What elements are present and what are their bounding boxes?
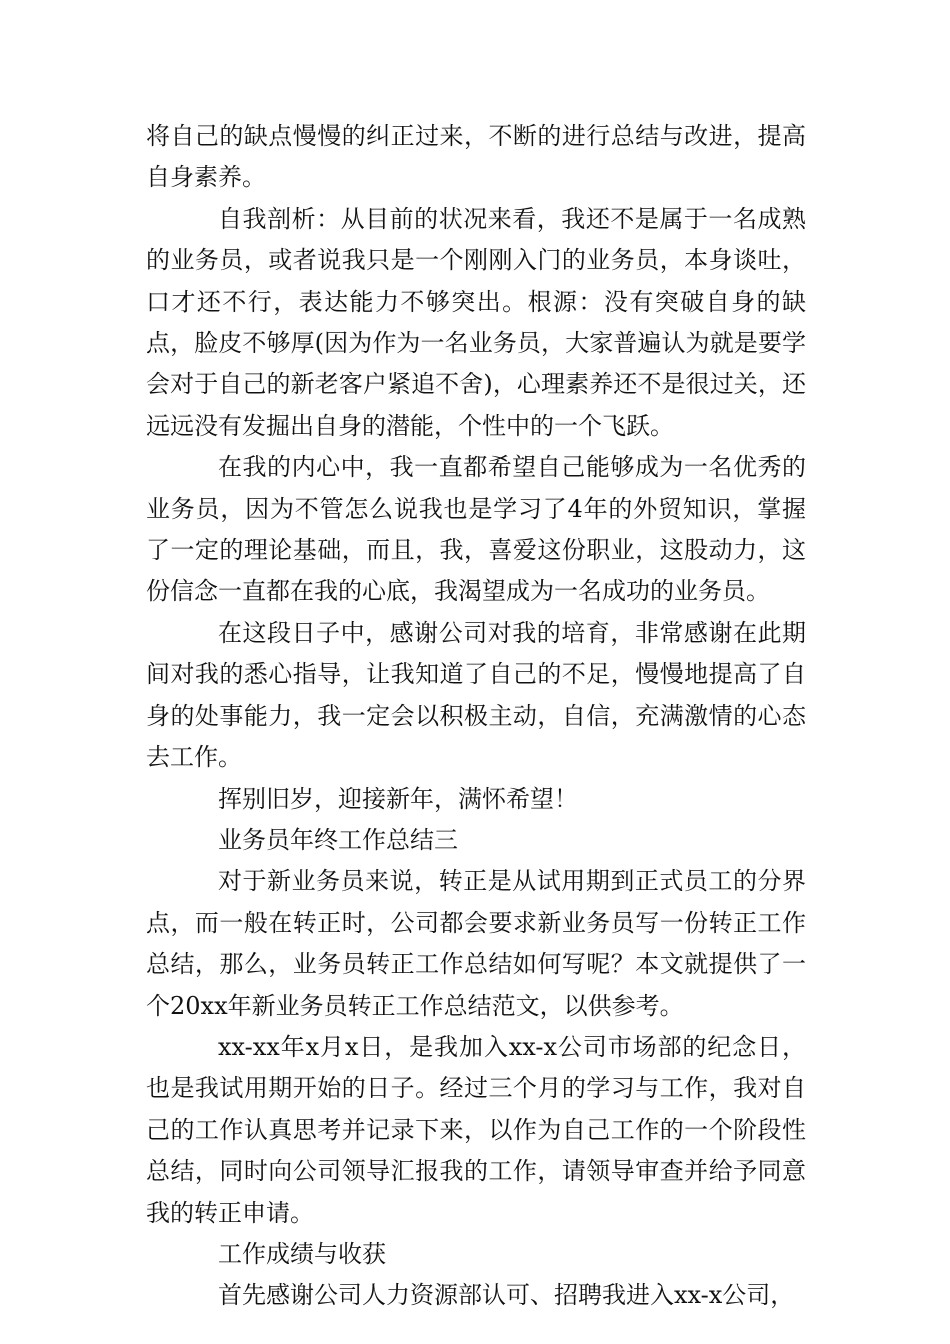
document-body bbox=[146, 116, 806, 1317]
paragraph: 对于新业务员来说，转正是从试用期到正式员工的分界点，而一般在转正时，公司都会要求新业务员写一份转正工作总结，那么，业务员转正工作总结如何写呢？本文就提供了一个20xx年新业务员转正工作总结范文，以供参考。 bbox=[146, 867, 806, 1020]
paragraph: 将自己的缺点慢慢的纠正过来，不断的进行总结与改进，提高自身素养。 bbox=[146, 122, 806, 192]
paragraph: 在我的内心中，我一直都希望自己能够成为一名优秀的业务员，因为不管怎么说我也是学习了4年的外贸知识，掌握了一定的理论基础，而且，我，喜爱这份职业，这股动力，这份信念一直都在我的心底，我渴望成为一名成功的业务员。 bbox=[146, 453, 806, 606]
paragraph: 挥别旧岁，迎接新年，满怀希望！ bbox=[218, 784, 578, 813]
section-heading: 工作成绩与收获 bbox=[218, 1239, 386, 1268]
paragraph: 自我剖析：从目前的状况来看，我还不是属于一名成熟的业务员，或者说我只是一个刚刚入门的业务员，本身谈吐，口才还不行，表达能力不够突出。根源：没有突破自身的缺点，脸皮不够厚(因为作为一名业务员，大家普遍认为就是要学会对于自己的新老客户紧追不舍)，心理素养还不是很过关，还远远没有发掘出自身的潜能，个性中的一个飞跃。 bbox=[146, 204, 806, 440]
section-heading: 业务员年终工作总结三 bbox=[218, 825, 458, 854]
paragraph: 首先感谢公司人力资源部认可、招聘我进入xx-x公司， bbox=[218, 1281, 795, 1310]
paragraph: 在这段日子中，感谢公司对我的培育，非常感谢在此期间对我的悉心指导，让我知道了自己的不足，慢慢地提高了自身的处事能力，我一定会以积极主动，自信，充满激情的心态去工作。 bbox=[146, 618, 806, 772]
paragraph: xx-xx年x月x日，是我加入xx-x公司市场部的纪念日，也是我试用期开始的日子。经过三个月的学习与工作，我对自己的工作认真思考并记录下来，以作为自己工作的一个阶段性总结，同时向公司领导汇报我的工作，请领导审查并给予同意我的转正申请。 bbox=[146, 1032, 806, 1227]
